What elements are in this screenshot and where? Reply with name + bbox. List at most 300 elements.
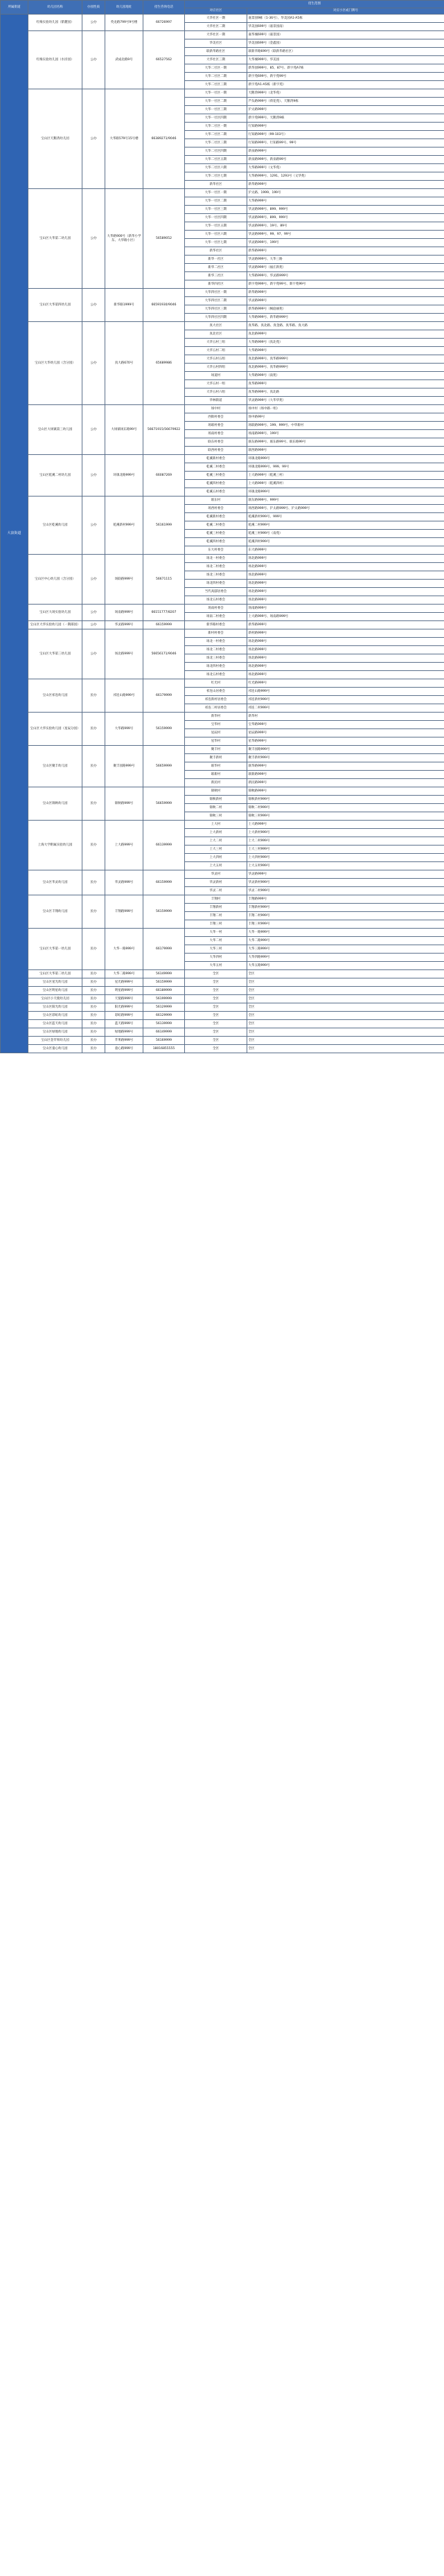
scope-cell: 联东路999号、联东路99号、联东路99号: [247, 438, 444, 447]
community-cell: 华灵村: [185, 870, 247, 879]
community-cell: 新华社区: [185, 181, 247, 189]
community-cell: 华林街道: [185, 397, 247, 405]
district-cell: 大浪街道: [1, 15, 28, 1053]
school-name-cell: 红梅实验幼儿园（水岸园）: [28, 31, 82, 89]
scope-cell: 新华路999号: [247, 181, 444, 189]
scope-cell: 新宇苑999号、新宇苑99号、新宇苑99号: [247, 280, 444, 289]
community-cell: 场道村: [185, 372, 247, 380]
scope-cell: 星辰路999号: [247, 729, 444, 737]
community-cell: 大华二社区三期: [185, 81, 247, 89]
school-address-cell: 场北路999号: [105, 629, 143, 679]
community-cell: 大华二社区七期: [185, 172, 247, 181]
community-cell: 全区: [185, 978, 247, 987]
scope-cell: 场北路999号: [247, 580, 444, 588]
scope-cell: 华美园699号（金鑫园）: [247, 39, 444, 48]
school-name-cell: 宝山区大华第二幼儿园: [28, 189, 82, 289]
community-cell: 上大新村: [185, 829, 247, 837]
community-cell: 华美社区: [185, 39, 247, 48]
school-phone-cell: 66139999: [143, 821, 185, 870]
school-name-cell: 宝山区大场镇第三幼儿园: [28, 405, 82, 455]
table-row: [1, 713, 444, 721]
school-phone-cell: 66159999: [143, 621, 185, 629]
scope-cell: 乾溪三村999号（南苑）: [247, 530, 444, 538]
community-cell: 大华一社区三期: [185, 206, 247, 214]
header-area: 所属街道: [1, 1, 28, 15]
table-row: [1, 1037, 444, 1045]
scope-cell: 全区: [247, 1012, 444, 1020]
community-cell: 大华五村一组: [185, 380, 247, 388]
scope-cell: 乾溪四村999号: [247, 538, 444, 546]
school-nature-cell: 民办: [82, 1037, 105, 1045]
scope-cell: 祁连二村999号: [247, 704, 444, 713]
scope-cell: 上大路999号（乾溪三村）: [247, 472, 444, 480]
school-name-cell: 宝山区童心幼儿园: [28, 1045, 82, 1053]
school-phone-cell: 56659999: [143, 746, 185, 787]
school-name-cell: 宝山区绿地幼儿园: [28, 1028, 82, 1037]
school-address-cell: 阳光路999号: [105, 1003, 143, 1012]
scope-cell: 宝华路999号: [247, 721, 444, 729]
community-cell: 场北四村委会: [185, 663, 247, 671]
scope-cell: 丰翔三村999号: [247, 920, 444, 929]
community-cell: 祁连二村居委会: [185, 704, 247, 713]
table-row: [1, 1028, 444, 1037]
community-cell: 大华一社区三期: [185, 106, 247, 114]
scope-cell: 场北路999号: [247, 596, 444, 605]
table-row: [1, 497, 444, 505]
scope-cell: 大华五路999号: [247, 962, 444, 970]
community-cell: 场北四村委会: [185, 580, 247, 588]
school-address-cell: 丰翔路999号: [105, 895, 143, 929]
community-cell: 丰翔三村: [185, 920, 247, 929]
community-cell: 新民村: [185, 779, 247, 787]
community-cell: 联东村: [185, 497, 247, 505]
school-name-cell: 宝山区华灵幼儿园: [28, 870, 82, 895]
community-cell: 丰翔新村: [185, 904, 247, 912]
community-cell: 锦秋三村: [185, 812, 247, 821]
scope-cell: 大华城999号、华美园: [247, 56, 444, 64]
scope-cell: 场西路999号、沪太路999号、沪太路999号: [247, 505, 444, 513]
school-address-cell: 祁连山路999号: [105, 679, 143, 713]
scope-cell: 天鹅湾999号（北华苑）: [247, 89, 444, 98]
school-address-cell: 绿地路999号: [105, 1028, 143, 1037]
table-row: [1, 1003, 444, 1012]
community-cell: 大华一社区七期: [185, 239, 247, 247]
school-phone-cell: 56129999: [143, 1003, 185, 1012]
header-scope-group: 招生范围: [185, 1, 444, 8]
scope-cell: 联新路999号: [247, 771, 444, 779]
community-cell: 场南二村委会: [185, 613, 247, 621]
community-cell: 大华一社区二期: [185, 98, 247, 106]
scope-cell: 锦秋新村999号: [247, 796, 444, 804]
scope-cell: 上大四村999号: [247, 854, 444, 862]
community-cell: 真大社区: [185, 322, 247, 330]
school-address-cell: 环镇北路999号: [105, 455, 143, 497]
community-cell: 乾溪五村委会: [185, 488, 247, 497]
table-row: [1, 1045, 444, 1053]
community-cell: 场北一村委会: [185, 638, 247, 646]
community-cell: 全区: [185, 987, 247, 995]
table-row: [1, 679, 444, 688]
school-phone-cell: 56671915/56679922: [143, 405, 185, 455]
community-cell: 联东村委会: [185, 438, 247, 447]
scope-cell: 大华路999号、1291、1293号（文华苑）: [247, 172, 444, 181]
scope-cell: 真北路999号: [247, 330, 444, 339]
scope-cell: 华灵路999号、99、97、99号: [247, 231, 444, 239]
community-cell: 锦秋新村: [185, 796, 247, 804]
community-cell: 联华村: [185, 762, 247, 771]
community-cell: 红光村: [185, 679, 247, 688]
community-cell: 新华二社区: [185, 264, 247, 272]
community-cell: 大华二社区四期: [185, 147, 247, 156]
scope-cell: 锦秋二村999号: [247, 804, 444, 812]
school-phone-cell: 66151777/8207: [143, 605, 185, 621]
community-cell: 全区: [185, 1037, 247, 1045]
header-address: 幼儿园地址: [105, 1, 143, 15]
school-phone-cell: 66179999: [143, 929, 185, 970]
scope-cell: 华灵路999号（福庄新苑）: [247, 264, 444, 272]
school-phone-cell: 66087269: [143, 455, 185, 497]
community-cell: 大华二社区六期: [185, 164, 247, 172]
table-row: [1, 821, 444, 829]
school-nature-cell: 公办: [82, 555, 105, 605]
school-phone-cell: 56169999: [143, 1037, 185, 1045]
school-name-cell: 宝山区大场实验幼儿园: [28, 605, 82, 621]
school-address-cell: 苹果路999号: [105, 1037, 143, 1045]
school-name-cell: 宝山区锦秋幼儿园: [28, 787, 82, 821]
scope-cell: 大华二路999号: [247, 937, 444, 945]
scope-cell: 华灵路999号、199号: [247, 239, 444, 247]
community-cell: 场北二村委会: [185, 563, 247, 571]
table-row: [1, 787, 444, 796]
school-name-cell: 宝山区明星幼儿园: [28, 987, 82, 995]
community-cell: 锦秋二村: [185, 804, 247, 812]
scope-cell: 全区: [247, 978, 444, 987]
table-header: [1, 1, 444, 15]
scope-cell: 沪太路999号: [247, 106, 444, 114]
scope-cell: 全区: [247, 1028, 444, 1037]
community-cell: 场中村: [185, 405, 247, 413]
school-phone-cell: 56589052: [143, 189, 185, 289]
table-row: [1, 629, 444, 638]
school-nature-cell: 民办: [82, 787, 105, 821]
scope-cell: 新华路999号: [247, 621, 444, 629]
school-name-cell: 宝山区大华幼儿园（含分园）: [28, 322, 82, 405]
school-phone-cell: 56159999: [143, 713, 185, 746]
community-cell: 新华社区: [185, 247, 247, 256]
scope-cell: 大华路999号（文华苑）: [247, 164, 444, 172]
community-cell: 新华路村委会: [185, 621, 247, 629]
school-nature-cell: 公办: [82, 455, 105, 497]
scope-cell: 行知路999号（99-103号）: [247, 131, 444, 139]
header-community: 对应社区: [185, 8, 247, 15]
school-nature-cell: 民办: [82, 821, 105, 870]
community-cell: 大华四村: [185, 954, 247, 962]
scope-cell: 全区: [247, 987, 444, 995]
school-phone-cell: 66591930/9046: [143, 289, 185, 322]
school-nature-cell: 公办: [82, 629, 105, 679]
scope-cell: 全区: [247, 1037, 444, 1045]
scope-cell: 芦头路999号（荷花苑）、天鹅湾9栋: [247, 98, 444, 106]
community-cell: 大华四社区四期: [185, 314, 247, 322]
school-nature-cell: 公办: [82, 405, 105, 455]
scope-cell: 大华路999号、华灵路999号: [247, 272, 444, 280]
school-phone-cell: 56656171/9046: [143, 629, 185, 679]
table-row: [1, 31, 444, 39]
school-nature-cell: 民办: [82, 746, 105, 787]
school-phone-cell: 66159999: [143, 870, 185, 895]
community-cell: 祁连新村居委会: [185, 696, 247, 704]
scope-cell: 大华路999号、新华路999号: [247, 314, 444, 322]
community-cell: 场联村委会: [185, 422, 247, 430]
scope-cell: 嘉华城699号（嘉景园）: [247, 31, 444, 39]
scope-cell: 新华园999号、85、87号、新宇苑A7栋: [247, 64, 444, 73]
scope-cell: 祁连新村999号: [247, 696, 444, 704]
school-nature-cell: 民办: [82, 929, 105, 970]
table-row: [1, 970, 444, 978]
community-cell: 乾溪二村委会: [185, 521, 247, 530]
school-address-cell: 乾溪新村999号: [105, 497, 143, 555]
community-cell: 聚丰村: [185, 746, 247, 754]
scope-cell: 大华路999号（真北苑）: [247, 339, 444, 347]
community-cell: 星华村: [185, 737, 247, 746]
community-cell: 全区: [185, 1045, 247, 1053]
community-cell: 场北三村委会: [185, 654, 247, 663]
table-row: [1, 621, 444, 629]
school-phone-cell: 18016855555: [143, 1045, 185, 1053]
enrollment-table: [0, 0, 444, 1053]
table-row: [1, 555, 444, 563]
community-cell: 乾溪新村委会: [185, 513, 247, 521]
scope-cell: 大华路999号: [247, 347, 444, 355]
school-address-cell: 大华路900号（新华小学东、大华路小区）: [105, 189, 143, 289]
school-name-cell: 红梅实验幼儿园（紫麓园）: [28, 15, 82, 31]
header-nature: 办园性质: [82, 1, 105, 15]
community-cell: 大华一村: [185, 929, 247, 937]
scope-cell: 真华路999号: [247, 380, 444, 388]
table-row: [1, 978, 444, 987]
table-row: [1, 189, 444, 197]
community-cell: 场西村委会: [185, 505, 247, 513]
community-cell: 大华社区三期: [185, 56, 247, 64]
school-address-cell: 华灵路999号: [105, 621, 143, 629]
school-address-cell: 大华路579号15号楼: [105, 89, 143, 189]
scope-cell: 红光路999号: [247, 679, 444, 688]
community-cell: 乾溪四村委会: [185, 538, 247, 546]
school-nature-cell: 公办: [82, 89, 105, 189]
school-name-cell: 宝山区乾溪二村幼儿园: [28, 455, 82, 497]
school-name-cell: 宝山区聚丰幼儿园: [28, 746, 82, 787]
school-nature-cell: 民办: [82, 1003, 105, 1012]
table-row: [1, 605, 444, 613]
scope-cell: 场北路999号: [247, 638, 444, 646]
community-cell: 新华四社区: [185, 280, 247, 289]
school-address-cell: 场联路999号: [105, 555, 143, 605]
school-nature-cell: 公办: [82, 322, 105, 405]
school-name-cell: 宝山区乾溪幼儿园: [28, 497, 82, 555]
school-phone-cell: 56139999: [143, 1020, 185, 1028]
scope-cell: 星华路999号: [247, 737, 444, 746]
school-nature-cell: 公办: [82, 497, 105, 555]
school-name-cell: 宝山区星光幼儿园: [28, 978, 82, 987]
community-cell: 西街村委会: [185, 413, 247, 422]
community-cell: 全区: [185, 1020, 247, 1028]
scope-cell: 华灵新村999号: [247, 879, 444, 887]
table-row: [1, 455, 444, 463]
scope-cell: 场北路999号: [247, 555, 444, 563]
community-cell: 大华二社区二期: [185, 73, 247, 81]
community-cell: 联西村委会: [185, 447, 247, 455]
school-nature-cell: 民办: [82, 713, 105, 746]
community-cell: 大华二社区二期: [185, 131, 247, 139]
scope-cell: 新华村: [247, 713, 444, 721]
community-cell: 真北社区: [185, 330, 247, 339]
scope-cell: 行知路999号、行知路99号、99号: [247, 139, 444, 147]
table-row: [1, 289, 444, 297]
scope-cell: 聚丰园路999号: [247, 746, 444, 754]
school-name-cell: 宝山区彩虹幼儿园: [28, 1012, 82, 1020]
header-phone: 招生咨询电话: [143, 1, 185, 15]
community-cell: 场北五村委会: [185, 671, 247, 679]
scope-cell: 新宇苑999号、天鹅湾9栋: [247, 114, 444, 123]
community-cell: 大华五村三组: [185, 339, 247, 347]
community-cell: 大华二社区三期: [185, 139, 247, 147]
scope-cell: 乾溪二村999号: [247, 521, 444, 530]
scope-cell: 乾溪新村999号、999号: [247, 513, 444, 521]
scope-cell: 场北路999号: [247, 563, 444, 571]
scope-cell: 华美园699号（嘉景园南）: [247, 23, 444, 31]
school-address-cell: 蓝天路999号: [105, 1020, 143, 1028]
table-row: [1, 405, 444, 413]
scope-cell: 全区: [247, 1045, 444, 1053]
community-cell: 大华五村: [185, 962, 247, 970]
school-phone-cell: 56671115: [143, 555, 185, 605]
scope-cell: 祁连山路999号: [247, 688, 444, 696]
community-cell: 全区: [185, 1003, 247, 1012]
table-body: [1, 15, 444, 1053]
community-cell: 聚丰新村: [185, 754, 247, 762]
community-cell: 东大村委会: [185, 546, 247, 555]
school-name-cell: 宝山区大华第一幼儿园: [28, 929, 82, 970]
community-cell: 大华社区一期: [185, 31, 247, 39]
school-address-cell: 场南路999号: [105, 605, 143, 621]
school-name-cell: 宝山区中心幼儿园（含分园）: [28, 555, 82, 605]
scope-cell: 华灵二村999号: [247, 887, 444, 895]
scope-cell: 场中村（场中路一组）: [247, 405, 444, 413]
community-cell: 大华三村: [185, 945, 247, 954]
community-cell: 场北三村委会: [185, 571, 247, 580]
school-phone-cell: 66726997: [143, 15, 185, 31]
school-phone-cell: 66389271/9046: [143, 89, 185, 189]
school-phone-cell: 66149999: [143, 1028, 185, 1037]
scope-cell: 丰翔新村999号: [247, 904, 444, 912]
scope-cell: 场联路999号、199、999号、中华新村: [247, 422, 444, 430]
scope-cell: 丰翔路999号: [247, 895, 444, 904]
table-row: [1, 15, 444, 23]
table-row: [1, 322, 444, 330]
scope-cell: 环镇北路999号: [247, 488, 444, 497]
table-row: [1, 1012, 444, 1020]
school-address-cell: 星光路999号: [105, 978, 143, 987]
school-phone-cell: 66129999: [143, 1012, 185, 1020]
scope-cell: 华灵路999号、899、999号: [247, 206, 444, 214]
scope-cell: 华灵路999号、899、999号: [247, 214, 444, 222]
scope-cell: 场南路999号、199号: [247, 430, 444, 438]
scope-cell: 联华路999号: [247, 762, 444, 771]
community-cell: 大华一社区一期: [185, 89, 247, 98]
table-row: [1, 870, 444, 879]
community-cell: 全区: [185, 1012, 247, 1020]
community-cell: 乾溪新村委会: [185, 455, 247, 463]
community-cell: 大华五村四组: [185, 364, 247, 372]
community-cell: 新华一社区: [185, 256, 247, 264]
table-row: [1, 1020, 444, 1028]
school-nature-cell: 公办: [82, 15, 105, 31]
school-nature-cell: 民办: [82, 1045, 105, 1053]
school-nature-cell: 民办: [82, 995, 105, 1003]
school-nature-cell: 民办: [82, 1020, 105, 1028]
scope-cell: 场北路999号: [247, 646, 444, 654]
school-address-cell: 武成北路9号: [105, 31, 143, 89]
scope-cell: 新泉路999号、新泉路99号: [247, 156, 444, 164]
community-cell: 大华五村二组: [185, 347, 247, 355]
community-cell: 场南村委会: [185, 430, 247, 438]
scope-cell: 上大二村999号: [247, 837, 444, 846]
scope-cell: 东大路999号: [247, 546, 444, 555]
scope-cell: 全区: [247, 1003, 444, 1012]
community-cell: 大华社区二期: [185, 23, 247, 31]
community-cell: 乾溪三村委会: [185, 530, 247, 538]
community-cell: 联新村: [185, 771, 247, 779]
scope-cell: 上大路999号、场南路999号: [247, 613, 444, 621]
scope-cell: 华灵路999号: [247, 870, 444, 879]
school-nature-cell: 公办: [82, 31, 105, 89]
community-cell: 宝华村: [185, 721, 247, 729]
school-address-cell: 大场镇场东路99号: [105, 405, 143, 455]
community-cell: 华灵二村: [185, 887, 247, 895]
school-name-cell: 宝山区大华实验幼儿园（星辰分园）: [28, 713, 82, 746]
scope-cell: 场北路999号: [247, 588, 444, 596]
school-address-cell: 大华二路999号: [105, 970, 143, 978]
community-cell: 上大三村: [185, 846, 247, 854]
scope-cell: 新华路999号（枫庭丽苑）: [247, 305, 444, 314]
community-cell: 乾溪二村委会: [185, 463, 247, 472]
scope-cell: 场北路999号: [247, 571, 444, 580]
school-phone-cell: 66527562: [143, 31, 185, 89]
table-row: [1, 746, 444, 754]
community-cell: 场北二村委会: [185, 646, 247, 654]
community-cell: 大华四社区三期: [185, 305, 247, 314]
community-cell: 新华三社区: [185, 272, 247, 280]
scope-cell: 环镇北路999号: [247, 455, 444, 463]
community-cell: 大华二社区五期: [185, 156, 247, 164]
school-name-cell: 上海大学附属实验幼儿园: [28, 821, 82, 870]
community-cell: 上大村: [185, 821, 247, 829]
school-address-cell: 聚丰园路999号: [105, 746, 143, 787]
community-cell: 大华五村六组: [185, 388, 247, 397]
school-nature-cell: 公办: [82, 189, 105, 289]
table-row: [1, 89, 444, 98]
scope-cell: 场南路999号: [247, 605, 444, 613]
community-cell: 上大二村: [185, 837, 247, 846]
school-nature-cell: 民办: [82, 679, 105, 713]
school-address-cell: 华灵路999号: [105, 870, 143, 895]
header-scope: 对应小区或门牌号: [247, 8, 444, 15]
scope-cell: 真华路999号、真北路: [247, 388, 444, 397]
community-cell: 大华二社区一期: [185, 64, 247, 73]
school-name-cell: 宝山区小天使幼儿园: [28, 995, 82, 1003]
school-address-cell: 锦秋路999号: [105, 787, 143, 821]
scope-cell: 新民路999号: [247, 779, 444, 787]
